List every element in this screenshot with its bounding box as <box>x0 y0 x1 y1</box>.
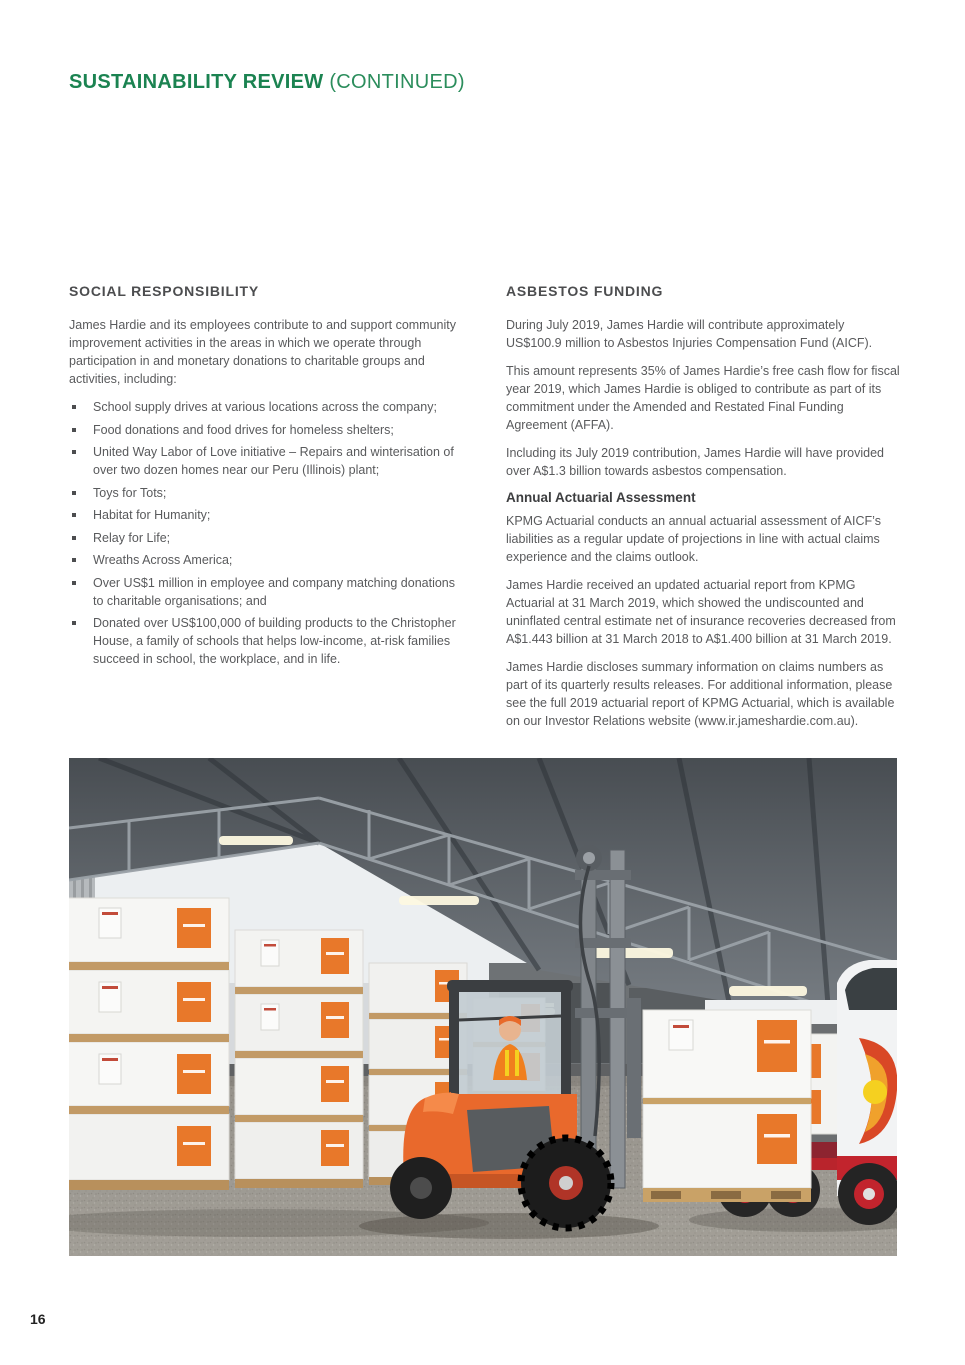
section-heading-social: SOCIAL RESPONSIBILITY <box>69 283 260 299</box>
asbestos-funding-section <box>506 283 902 740</box>
bullet-list <box>69 398 465 668</box>
paragraph: James Hardie discloses summary information on claims numbers as part of its quarterly results releases. For additional information, please see the full 2019 actuarial report of KPMG Actuarial, which is available on our Investor Relations website (www.ir.jameshardie.com.au). <box>506 660 895 728</box>
bullet-item: Donated over US$100,000 of building products to the Christopher House, a family of schools that helps low-income, at-risk families succeed in school, the workplace, and in life. <box>69 614 465 668</box>
warehouse-photo <box>69 758 897 1256</box>
paragraph: Including its July 2019 contribution, James Hardie will have provided over A$1.3 billion towards asbestos compensation. <box>506 446 884 478</box>
section-heading-asbestos: ASBESTOS FUNDING <box>506 283 664 299</box>
bullet-item: Habitat for Humanity; <box>69 506 465 524</box>
page-title-suffix: (CONTINUED) <box>323 71 465 93</box>
paragraph: This amount represents 35% of James Hardie’s free cash flow for fiscal year 2019, which James Hardie is obliged to contribute as part of its commitment under the Amended and Restated Final Funding Agreement (AFFA). <box>506 364 900 432</box>
page-title <box>69 71 465 94</box>
bullet-item: Toys for Tots; <box>69 484 465 502</box>
bullet-item: Wreaths Across America; <box>69 551 465 569</box>
bullet-item: United Way Labor of Love initiative – Repairs and winterisation of over two dozen homes near our Peru (Illinois) plant; <box>69 443 465 479</box>
warehouse-photo-illustration <box>69 758 897 1256</box>
social-responsibility-section <box>69 283 465 673</box>
page-title-main: SUSTAINABILITY REVIEW <box>69 71 324 93</box>
paragraph: KPMG Actuarial conducts an annual actuarial assessment of AICF’s liabilities as a regular update of projections in line with actual claims experience and the claims outlook. <box>506 514 881 564</box>
page-number: 16 <box>30 1311 46 1327</box>
intro-paragraph: James Hardie and its employees contribute to and support community improvement activities in the areas in which we operate through participation in and monetary donations to charitable groups and activities, including: <box>69 318 456 386</box>
bullet-item: Over US$1 million in employee and company matching donations to charitable organisations; and <box>69 574 465 610</box>
forklift-cab <box>447 980 573 1096</box>
bullet-item: Food donations and food drives for homeless shelters; <box>69 421 465 439</box>
bullet-item: Relay for Life; <box>69 529 465 547</box>
paragraph: James Hardie received an updated actuarial report from KPMG Actuarial at 31 March 2019, which showed the undiscounted and uninflated central estimate net of insurance recoveries decreased from A$1.443 billion at 31 March 2018 to A$1.400 billion at 31 March 2019. <box>506 578 896 646</box>
paragraph: During July 2019, James Hardie will contribute approximately US$100.9 million to Asbestos Injuries Compensation Fund (AICF). <box>506 318 873 350</box>
pallet-load <box>643 1010 811 1202</box>
subheading-actuarial: Annual Actuarial Assessment <box>506 490 696 505</box>
bullet-item: School supply drives at various locations across the company; <box>69 398 465 416</box>
